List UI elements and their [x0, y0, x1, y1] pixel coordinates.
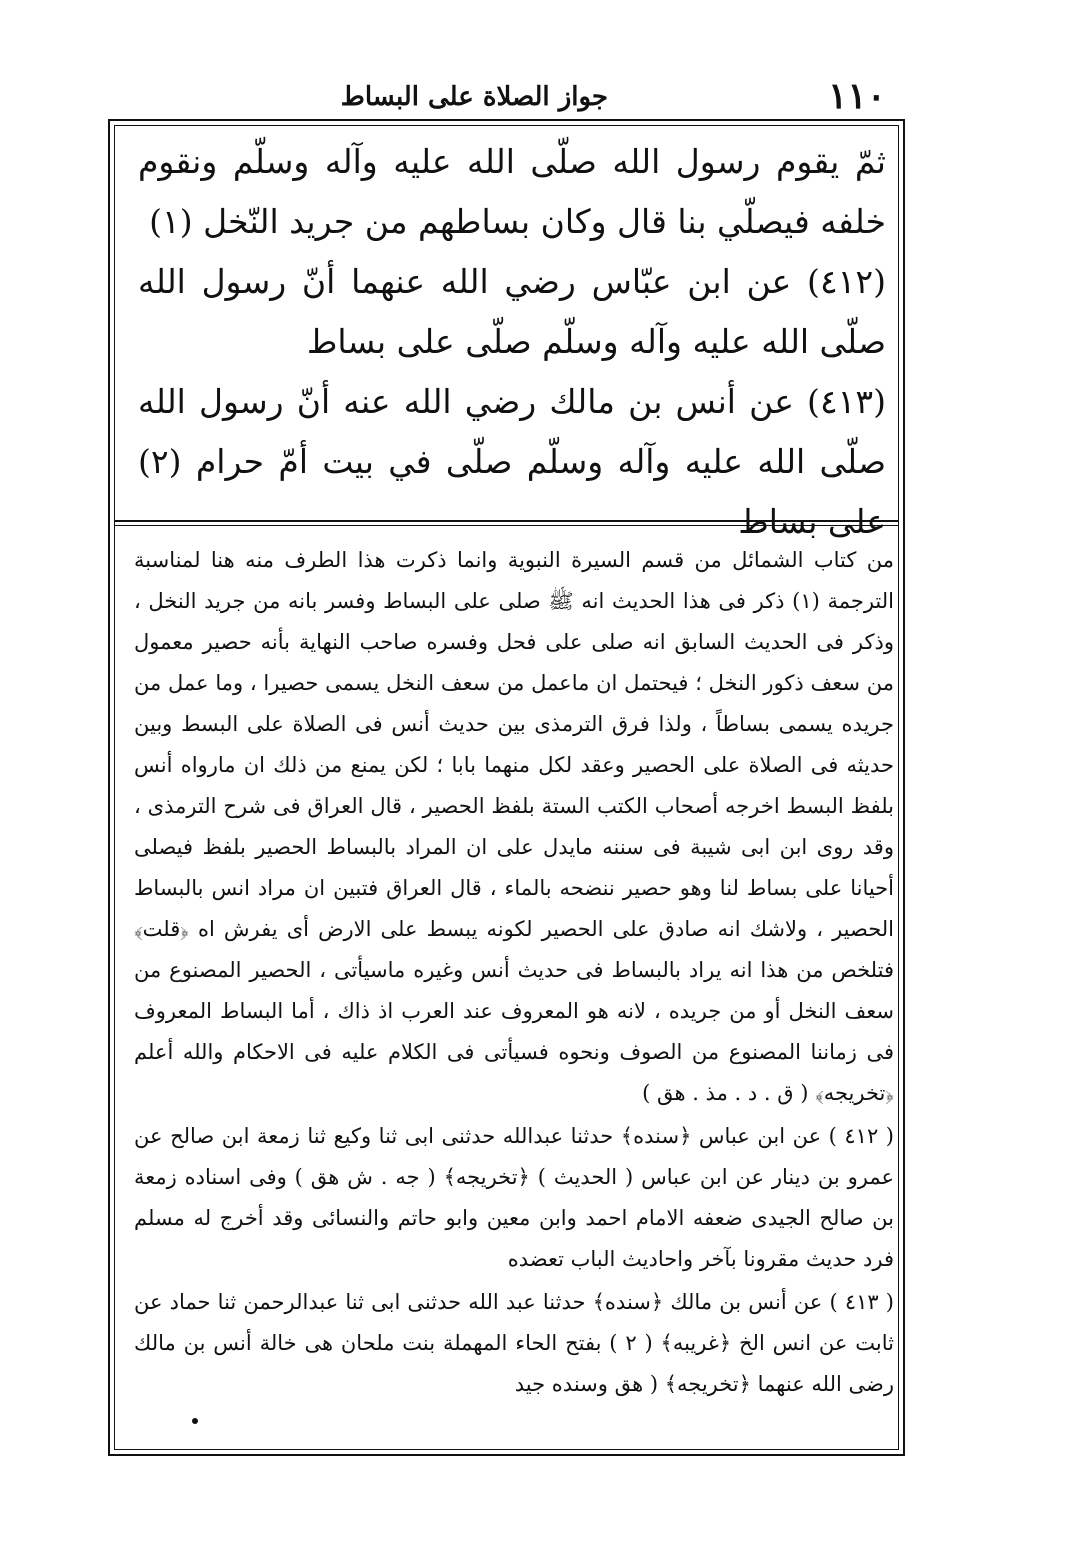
page-header [108, 76, 908, 116]
section-divider [114, 520, 899, 522]
running-title: جواز الصلاة على البساط [340, 82, 608, 112]
commentary-paragraph: من كتاب الشمائل من قسم السيرة النبوية وانما ذكرت هذا الطرف منه هنا لمناسبة الترجمة (١) ذكر فى هذا الحديث انه ﷺ صلى على البساط وفسر بانه من جريد النخل ، وذكر فى الحديث السابق انه صلى على فحل وفسره صاحب النهاية بأنه حصير معمول من سعف ذكور النخل ؛ فيحتمل ان ماعمل من سعف النخل يسمى حصيرا ، وما عمل من جريده يسمى بساطاً ، ولذا فرق الترمذى بين حديث أنس فى الصلاة على البسط وبين حديثه فى الصلاة على الحصير وعقد لكل منهما بابا ؛ لكن يمنع من ذلك ان مارواه أنس بلفظ البسط اخرجه أصحاب الكتب الستة بلفظ الحصير ، قال العراق فى شرح الترمذى ، وقد روى ابن ابى شيبة فى سننه مايدل على ان المراد بالبساط الحصير بلفظ فيصلى أحيانا على بساط لنا وهو حصير ننضحه بالماء ، قال العراق فتبين ان مراد انس بالبساط الحصير ، ولاشك انه صادق على الحصير لكونه يبسط على الارض أى يفرش اه ﴿قلت﴾ فتلخص من هذا انه يراد بالبساط فى حديث أنس وغيره ماسيأتى ، الحصير المصنوع من سعف النخل أو من جريده ، لانه هو المعروف عند العرب اذ ذاك ، أما البساط المعروف فى زماننا المصنوع من الصوف ونحوه فسيأتى فى الكلام عليه فى الاحكام والله أعلم ﴿تخريجه﴾ ( ق . د . مذ . هق ) [134, 548, 895, 1105]
hadith-text-block [138, 132, 886, 552]
commentary-paragraph: ( ٤١٢ ) عن ابن عباس ﴿سنده﴾ حدثنا عبدالله حدثنى ابى ثنا وكيع ثنا زمعة ابن صالح عن عمرو بن دينار عن ابن عباس ( الحديث ) ﴿تخريجه﴾ ( جه . ش هق ) وفى اسناده زمعة بن صالح الجيدى ضعفه الامام احمد وابن معين وابو حاتم والنسائى وقد أخرج له مسلم فرد حديث مقرونا بآخر واحاديث الباب تعضده [134, 1124, 894, 1271]
commentary-paragraph: ( ٤١٣ ) عن أنس بن مالك ﴿سنده﴾ حدثنا عبد الله حدثنى ابى ثنا عبدالرحمن ثنا حماد عن ثابت عن انس الخ ﴿غريبه﴾ ( ٢ ) بفتح الحاء المهملة بنت ملحان هى خالة أنس بن مالك رضى الله عنهما ﴿تخريجه﴾ ( هق وسنده جيد [134, 1290, 894, 1396]
ink-dot [192, 1418, 198, 1424]
section-divider-inner [114, 525, 899, 526]
hadith-paragraph: ثمّ يقوم رسول الله صلّى الله عليه وآله وسلّم ونقوم خلفه فيصلّي بنا قال وكان بساطهم من جريد النّخل (١) [138, 142, 886, 241]
commentary-block [134, 540, 894, 1405]
page-number: ١١٠ [827, 75, 886, 117]
hadith-paragraph: (٤١٢) عن ابن عبّاس رضي الله عنهما أنّ رسول الله صلّى الله عليه وآله وسلّم صلّى على بساط [138, 262, 886, 361]
hadith-paragraph: (٤١٣) عن أنس بن مالك رضي الله عنه أنّ رسول الله صلّى الله عليه وآله وسلّم صلّى في بيت أمّ حرام (٢) على بساط [138, 382, 886, 541]
